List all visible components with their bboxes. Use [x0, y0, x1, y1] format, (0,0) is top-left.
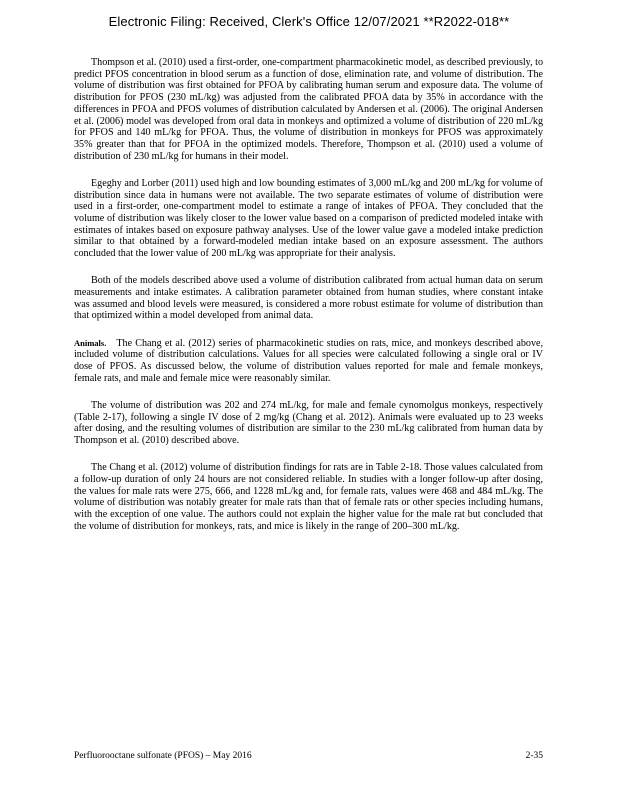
page-footer — [74, 751, 543, 761]
paragraph-thompson: Thompson et al. (2010) used a first-order, one-compartment pharmacokinetic model, as described previously, to predict PFOS concentration in blood serum as a function of dose, elimination rate, and volume of distribution. The volume of distribution was first obtained for PFOA by calibrating human serum and exposure data. The volume of distribution for PFOS (230 mL/kg) was adjusted from the calibrated PFOA data by 35% in accordance with the differences in PFOA and PFOS volumes of distribution calculated by Andersen et al. (2006). The original Andersen et al. (2006) model was developed from oral data in monkeys and optimized a volume of distribution of 220 mL/kg for PFOS and 140 mL/kg for PFOA. Thus, the volume of distribution in monkeys for PFOS was approximately 35% greater than that for PFOA in the optimized models. Therefore, Thompson et al. (2010) used a volume of distribution of 230 mL/kg for humans in their model. — [74, 57, 543, 162]
paragraph-rats: The Chang et al. (2012) volume of distribution findings for rats are in Table 2-18. Those values calculated from a follow-up duration of only 24 hours are not considered reliable. In studies with a longer follow-up after dosing, the values for male rats were 275, 666, and 1228 mL/kg and, for female rats, values were 468 and 484 mL/kg. The volume of distribution was notably greater for male rats than that of female rats or other species including humans, with the exception of one value. The authors could not explain the higher value for the male rat but concluded that the volume of distribution for monkeys, rats, and mice is likely in the range of 200–300 mL/kg. — [74, 462, 543, 532]
paragraph-egeghy-lorber: Egeghy and Lorber (2011) used high and low bounding estimates of 3,000 mL/kg and 200 mL/kg for volume of distribution since data in humans were not available. The two separate estimates of volume of distribution were used in a first-order, one-compartment model to estimate a range of intakes of PFOA. They concluded that the volume of distribution was likely closer to the lower value based on a comparison of predicted modeled intake with estimates of intakes based on exposure pathway analyses. Use of the lower value gave a modeled intake prediction similar to that obtained by a forward-modeled median intake based on an exposure assessment. The authors concluded that the lower value of 200 mL/kg was appropriate for their analysis. — [74, 177, 543, 260]
paragraph-animals-text: The Chang et al. (2012) series of pharmacokinetic studies on rats, mice, and monkeys described above, included volume of distribution calculations. Values for all species were calculated following a single oral or IV dose of PFOS. As discussed below, the volume of distribution values reported for male and female monkeys, female rats, and male and female mice were reasonably similar. — [74, 337, 543, 384]
body-text — [74, 57, 543, 548]
footer-document-title: Perfluorooctane sulfonate (PFOS) – May 2016 — [74, 751, 252, 761]
paragraph-monkeys: The volume of distribution was 202 and 274 mL/kg, for male and female cynomolgus monkeys, respectively (Table 2-17), following a single IV dose of 2 mg/kg (Chang et al. 2012). Animals were evaluated up to 23 weeks after dosing, and the resulting volumes of distribution are similar to the 230 mL/kg calibrated from human data by Thompson et al. (2010) described above. — [74, 399, 543, 446]
filing-stamp: Electronic Filing: Received, Clerk's Office 12/07/2021 **R2022-018** — [108, 14, 510, 29]
paragraph-animals — [74, 338, 543, 385]
animals-heading: Animals. — [74, 337, 107, 348]
paragraph-models-summary: Both of the models described above used a volume of distribution calibrated from actual human data on serum measurements and intake estimates. A calibration parameter obtained from human studies, where constant intake was assumed and blood levels were measured, is considered a more robust estimate for volume of distribution than that optimized within a model developed from animal data. — [74, 275, 543, 322]
page-number: 2-35 — [525, 751, 543, 761]
